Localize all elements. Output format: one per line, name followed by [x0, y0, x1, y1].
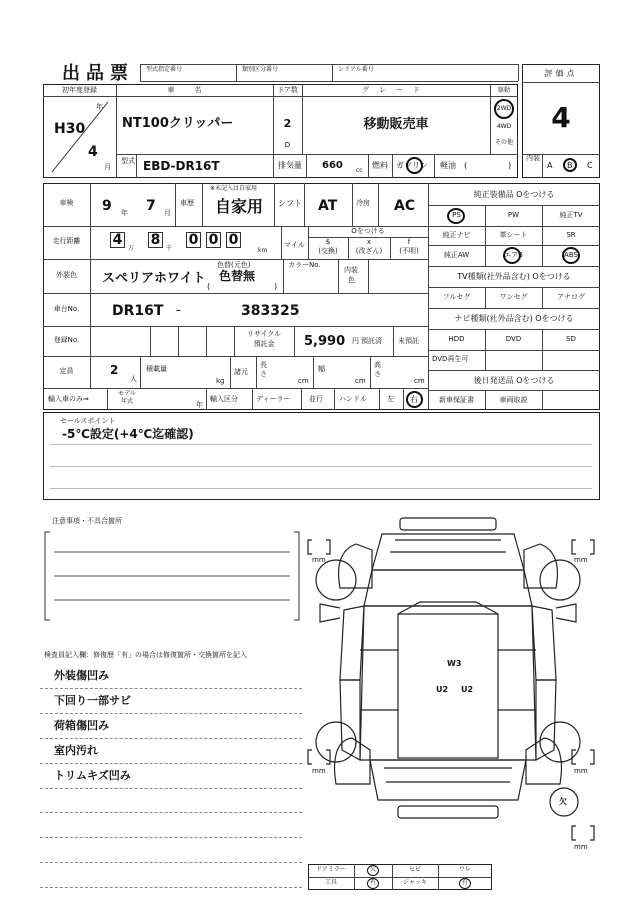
recycle-unpaid: 未預託 [398, 337, 419, 345]
tv-fullseg: フルセグ [442, 293, 471, 301]
load-unit: kg [216, 377, 225, 385]
fuel-gas: ガソリン [396, 161, 428, 170]
fuel-diesel: 軽油 [440, 161, 456, 170]
chassis-number: 383325 [241, 303, 300, 319]
tv-analog: アナログ [557, 293, 585, 301]
diagram-mark-w3: W3 [447, 659, 462, 668]
import-model-year-b: 年式 [120, 398, 133, 405]
recycle-paid: 預託済 [361, 337, 382, 345]
class-no-label: 類別区分番号 [242, 66, 279, 73]
equip-title: 純正装備品 Oをつける [473, 190, 555, 199]
acc-jack: ジャッキ [403, 879, 427, 886]
dims-height-a: 高 [374, 361, 381, 369]
repaint-paren-open: ( [207, 282, 211, 291]
model-label: 型式 [121, 157, 135, 165]
registration-label: 登録No. [53, 336, 80, 344]
sales-point-label: セールスポイント [60, 417, 116, 425]
inspector-note-1: 外装傷凹み [54, 669, 109, 682]
inspection-year: 9 [102, 198, 112, 214]
interior-color-label-b: 色 [348, 276, 355, 284]
mileage-digit-4: 0 [208, 232, 219, 248]
first-reg-label: 初年度登録 [62, 86, 97, 94]
navi-dvd: DVD [505, 335, 522, 343]
dims-width: 幅 [318, 365, 325, 373]
import-label: 輸入車のみ⇒ [48, 395, 89, 403]
interior-c: C [587, 161, 593, 170]
handle-left: 左 [387, 395, 394, 403]
later-warranty: 新車保証書 [439, 396, 474, 404]
doors-unit: D [284, 141, 291, 149]
equip-ps: PS [452, 211, 461, 219]
handle-right: 右 [410, 395, 418, 404]
dvd-playback: DVD再生可 [432, 355, 469, 363]
shift-value: AT [318, 198, 338, 214]
history-label: 車歴 [180, 199, 194, 207]
tv-oneseg: ワンセグ [499, 293, 528, 301]
acc-jack-have: 有 [461, 879, 468, 886]
capacity-unit: 人 [130, 375, 137, 383]
import-parallel: 並行 [309, 395, 323, 403]
displacement-value: 660 [322, 160, 343, 171]
repaint-paren-close: ) [274, 282, 278, 291]
capacity-value: 2 [110, 363, 119, 377]
mm-rear-left: mm [312, 767, 326, 775]
navi-title: ナビ種類(社外品含む) Oをつける [454, 314, 574, 323]
notes-bracket [42, 528, 302, 624]
mileage-exchanged-mark: $ [325, 238, 331, 246]
equip-abs: ABS [564, 251, 578, 259]
sales-point-text: -5℃設定(+4℃迄確認) [62, 427, 194, 441]
inspector-note-2: 下回り一部サビ [54, 694, 131, 707]
diagram-missing: 欠 [559, 797, 567, 806]
recycle-amount: 5,990 [304, 334, 346, 349]
equip-leather: 革シート [499, 231, 528, 239]
history-value: 自家用 [215, 197, 264, 216]
equip-tv: 純正TV [559, 211, 583, 219]
score-label: 評価点 [544, 69, 578, 78]
load-label: 積載量 [146, 365, 167, 373]
first-reg-month-unit: 月 [104, 163, 111, 171]
mileage-marks-label: Oをつける [351, 227, 385, 235]
drive-2wd: 2WD [496, 105, 512, 112]
import-handle: ハンドル [339, 395, 367, 403]
mileage-mile: マイル [284, 241, 305, 249]
fuel-circle [406, 157, 423, 174]
interior-color-label-a: 内装 [344, 266, 358, 274]
mileage-unknown: (不明) [399, 247, 419, 255]
shift-label: シフト [278, 199, 302, 208]
mileage-exchanged: (交換) [318, 247, 338, 255]
interior-b: B [567, 161, 573, 170]
doors-label: ドア数 [277, 86, 298, 94]
acc-tools: 工具 [324, 879, 337, 886]
navi-sd: SD [566, 335, 576, 343]
equip-pw: PW [507, 211, 520, 219]
mileage-unit: km [258, 247, 268, 254]
navi-hdd: HDD [448, 335, 465, 343]
equip-airbag: エアB [504, 251, 523, 259]
first-reg-month: 4 [88, 144, 98, 160]
dims-length-unit: cm [298, 377, 309, 385]
mm-front-left: mm [312, 556, 326, 564]
repaint-value: 色替無 [219, 269, 256, 283]
mm-spare: mm [574, 843, 588, 851]
acc-tools-have: 有 [369, 879, 376, 886]
dims-height-b: さ [374, 370, 381, 378]
serial-label: シリアル番号 [338, 66, 374, 73]
mileage-digit-1: 4 [112, 232, 123, 248]
repaint-label: 色替(元色) [217, 261, 251, 269]
first-reg-year: H30 [54, 121, 86, 137]
acc-crack: ヒビ [408, 866, 421, 873]
chassis-label: 車台No. [53, 305, 80, 313]
color-label: 外装色 [56, 271, 77, 279]
import-year-unit: 年 [196, 401, 203, 409]
chassis-prefix: DR16T [112, 303, 164, 319]
fuel-paren-open: ( [464, 161, 468, 170]
diagram-mark-u2-left: U2 [436, 685, 449, 694]
drive-4wd: 4WD [496, 123, 512, 130]
mileage-altered: (改ざん) [355, 247, 383, 255]
mileage-sen: 千 [166, 245, 173, 252]
dims-label: 諸元 [234, 368, 248, 376]
dims-width-unit: cm [355, 377, 366, 385]
acc-warp: ワレ [458, 866, 471, 873]
inspection-month: 7 [146, 198, 156, 214]
recycle-label-a: リサイクル [246, 330, 282, 338]
interior-a: A [547, 161, 553, 170]
chassis-dash: - [176, 303, 181, 318]
sales-point-section [43, 412, 600, 500]
dims-length-b: さ [260, 370, 267, 378]
displacement-unit: cc [356, 167, 363, 174]
mm-rear-right: mm [574, 767, 588, 775]
diagram-mark-u2-right: U2 [461, 685, 474, 694]
dims-height-unit: cm [414, 377, 425, 385]
inspection-year-unit: 年 [121, 209, 128, 217]
import-class: 輸入区分 [210, 395, 238, 403]
fuel-label: 燃料 [372, 161, 388, 170]
car-name-value: NT100クリッパー [122, 116, 234, 131]
tv-title: TV種類(社外品含む) Oをつける [457, 272, 571, 281]
inspection-label: 車検 [59, 199, 74, 207]
displacement-label: 排気量 [278, 161, 302, 170]
grade-value: 移動販売車 [363, 117, 429, 132]
notes-label: 注意事項・不具合箇所 [52, 517, 122, 525]
car-name-label: 車名 [167, 86, 222, 94]
drive-other: その他 [494, 139, 513, 146]
later-manual: 車両取説 [499, 396, 528, 404]
color-no-label: カラーNo. [288, 261, 321, 269]
fuel-paren-close: ) [508, 161, 512, 170]
interior-label: 内装 [526, 154, 540, 162]
first-reg-slash [48, 100, 112, 174]
mileage-altered-mark: x [366, 238, 372, 246]
later-title: 後日発送品 Oをつける [473, 376, 555, 385]
acc-mirror-missing: 欠 [369, 866, 376, 873]
model-cert-label: 型式指定番号 [146, 66, 183, 73]
doors-value: 2 [283, 117, 292, 130]
inspector-label: 検査員記入欄：修復歴「有」の場合は修復箇所・交換箇所を記入 [44, 651, 247, 659]
recycle-label-b: 預託金 [253, 340, 275, 348]
import-model-year-a: モデル [118, 390, 136, 397]
inspector-note-3: 荷箱傷凹み [54, 719, 109, 732]
inspector-note-4: 室内汚れ [54, 744, 98, 757]
history-note: ※未記入は自家用 [210, 185, 258, 192]
page-title: 出品票 [62, 63, 134, 84]
score-value: 4 [551, 101, 571, 134]
mileage-digit-2: 8 [150, 232, 161, 248]
equip-navi: 純正ナビ [442, 231, 471, 239]
equip-aw: 純正AW [443, 251, 470, 259]
aircon-label: 冷房 [356, 199, 370, 207]
mileage-digit-5: 0 [228, 232, 239, 248]
inspector-note-5: トリムキズ凹み [54, 769, 131, 782]
mm-front-right: mm [574, 556, 588, 564]
import-dealer: ディーラー [256, 395, 291, 403]
first-reg-year-unit: 年 [96, 103, 103, 111]
aircon-value: AC [394, 198, 416, 214]
recycle-unit: 円 [352, 337, 359, 345]
drive-label: 駆動 [497, 87, 510, 94]
grade-label: グレード [362, 86, 430, 94]
mileage-label: 走行距離 [52, 237, 81, 245]
inspection-month-unit: 月 [164, 209, 171, 217]
color-value: スペリアホワイト [102, 271, 206, 286]
mileage-man: 万 [128, 245, 135, 252]
model-value: EBD-DR16T [143, 159, 220, 173]
equip-sr: SR [566, 231, 576, 239]
dims-length-a: 長 [260, 361, 267, 369]
capacity-label: 定員 [59, 367, 74, 375]
acc-door-mirror: ドアミラー [316, 866, 346, 873]
car-diagram [300, 510, 600, 870]
mileage-digit-3: 0 [188, 232, 199, 248]
mileage-unknown-mark: f [407, 238, 411, 246]
